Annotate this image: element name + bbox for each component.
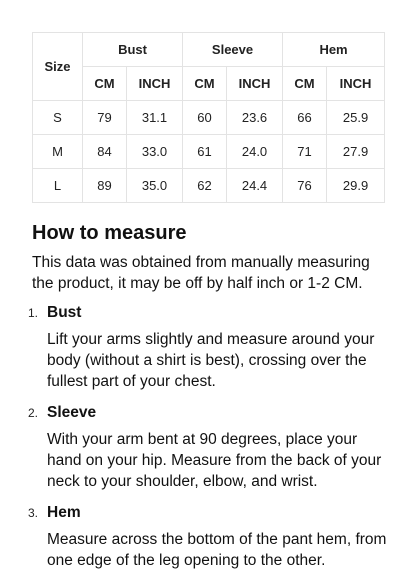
table-cell: 66 — [283, 101, 327, 135]
measure-steps-list — [28, 302, 388, 581]
list-item — [28, 502, 388, 571]
table-cell: 24.4 — [227, 169, 283, 203]
size-chart-table — [32, 32, 385, 203]
bust-group-header: Bust — [83, 33, 183, 67]
table-cell: 76 — [283, 169, 327, 203]
step-description: Measure across the bottom of the pant hem, from one edge of the leg opening to the other. — [47, 531, 387, 569]
table-cell: 84 — [83, 135, 127, 169]
table-cell: 25.9 — [327, 101, 385, 135]
table-cell: 79 — [83, 101, 127, 135]
list-item — [28, 402, 388, 492]
step-title: Bust — [47, 304, 82, 321]
table-cell: 23.6 — [227, 101, 283, 135]
table-cell: 89 — [83, 169, 127, 203]
table-cell: 71 — [283, 135, 327, 169]
sleeve-group-header: Sleeve — [183, 33, 283, 67]
table-cell: 31.1 — [127, 101, 183, 135]
how-to-measure-title: How to measure — [32, 222, 187, 244]
size-cell: S — [33, 101, 83, 135]
hem-group-header: Hem — [283, 33, 385, 67]
size-cell: M — [33, 135, 83, 169]
list-item — [28, 302, 388, 392]
unit-header: CM — [183, 67, 227, 101]
table-cell: 33.0 — [127, 135, 183, 169]
table-row — [33, 169, 385, 203]
table-cell: 24.0 — [227, 135, 283, 169]
table-cell: 35.0 — [127, 169, 183, 203]
table-row — [33, 101, 385, 135]
table-row — [33, 135, 385, 169]
unit-header: CM — [283, 67, 327, 101]
step-description: Lift your arms slightly and measure around your body (without a shirt is best), crossing over the fullest part of your chest. — [47, 331, 375, 390]
unit-header: CM — [83, 67, 127, 101]
table-header-group-row — [33, 33, 385, 67]
size-column-header: Size — [33, 33, 83, 101]
unit-header: INCH — [127, 67, 183, 101]
table-cell: 27.9 — [327, 135, 385, 169]
size-cell: L — [33, 169, 83, 203]
unit-header: INCH — [227, 67, 283, 101]
measurement-note: This data was obtained from manually measuring the product, it may be off by half inch or 1-2 CM. — [32, 254, 370, 292]
step-title: Sleeve — [47, 404, 97, 421]
step-number: 3. — [28, 506, 39, 520]
step-number: 2. — [28, 406, 39, 420]
step-number: 1. — [28, 306, 39, 320]
table-cell: 61 — [183, 135, 227, 169]
table-cell: 62 — [183, 169, 227, 203]
unit-header: INCH — [327, 67, 385, 101]
table-header-unit-row — [33, 67, 385, 101]
table-cell: 60 — [183, 101, 227, 135]
step-description: With your arm bent at 90 degrees, place your hand on your hip. Measure from the back of your neck to your shoulder, elbow, and wrist. — [47, 431, 382, 490]
step-title: Hem — [47, 504, 81, 521]
table-cell: 29.9 — [327, 169, 385, 203]
